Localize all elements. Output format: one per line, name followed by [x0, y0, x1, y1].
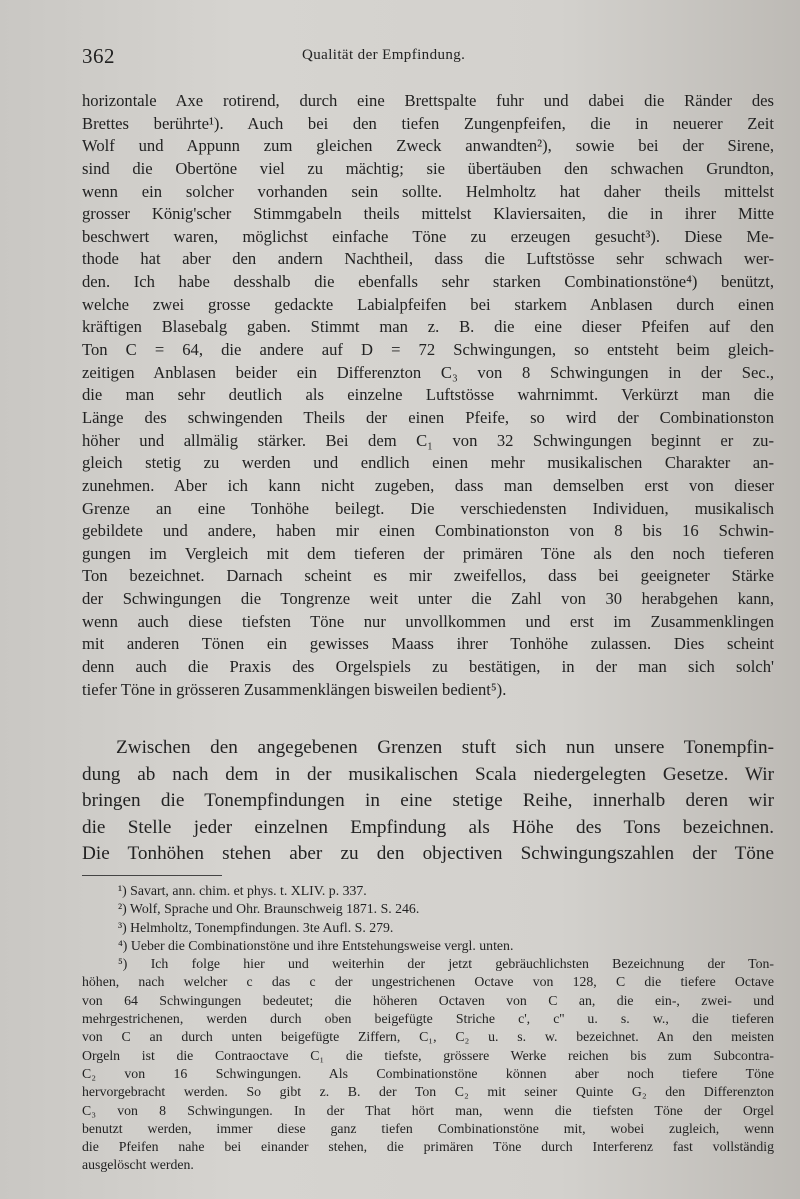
footnote-5-line: Orgeln ist die Contraoctave C₁ die tiefste, grössere Werke reichen bis zum Subcontra- — [82, 1047, 774, 1063]
paragraph-2 — [82, 735, 774, 868]
text-line: mit anderen Tönen ein gewisses Maass ihrer Tonhöhe zulassen. Dies scheint — [82, 634, 774, 654]
footnote-5-line: C₂ von 16 Schwingungen. Als Combinationstöne können aber noch tiefere Töne — [82, 1065, 774, 1081]
text-line: sind die Obertöne viel zu mächtig; sie übertäuben den schwachen Grundton, — [82, 158, 774, 178]
text-line: den. Ich habe desshalb die ebenfalls sehr starken Combinationstöne⁴) benützt, — [82, 272, 774, 292]
text-line: kräftigen Blasebalg gaben. Stimmt man z. B. die eine dieser Pfeifen auf den — [82, 317, 774, 337]
running-head: Qualität der Empfindung. — [302, 47, 466, 63]
footnote-4: ⁴) Ueber die Combinationstöne und ihre Entstehungsweise vergl. unten. — [118, 937, 514, 953]
text-line: gebildete und andere, haben mir einen Combinationston von 8 bis 16 Schwin- — [82, 521, 774, 541]
footnote-5-line: hervorgebracht werden. So gibt z. B. der Ton C₂ mit seiner Quinte G₂ den Differenzton — [82, 1084, 774, 1100]
footnote-1: ¹) Savart, ann. chim. et phys. t. XLIV. p. 337. — [118, 883, 367, 898]
footnote-5-line: höhen, nach welcher c das c der ungestrichenen Octave von 128, C die tiefere Octave — [82, 974, 774, 990]
footnote-divider — [82, 875, 222, 876]
text-line: Ton C = 64, die andere auf D = 72 Schwingungen, so entsteht beim gleich- — [82, 340, 774, 360]
footnote-5-line: ausgelöscht werden. — [82, 1157, 194, 1173]
text-line: höher und allmälig stärker. Bei dem C₁ von 32 Schwingungen beginnt er zu- — [82, 430, 774, 450]
text-line: zunehmen. Aber ich kann nicht zugeben, dass man demselben erst von dieser — [82, 475, 774, 495]
text-line: die Stelle jeder einzelnen Empfindung als Höhe des Tons bezeichnen. — [82, 816, 774, 838]
footnote-2: ²) Wolf, Sprache und Ohr. Braunschweig 1871. S. 246. — [118, 901, 420, 917]
text-line: Ton bezeichnet. Darnach scheint es mir zweifellos, dass bei geeigneter Stärke — [82, 566, 774, 586]
footnote-5-line: benutzt werden, immer diese ganz tiefen Combinationstöne mit, wobei zugleich, wenn — [82, 1120, 774, 1136]
paragraph-1 — [82, 90, 774, 701]
footnote-5-line: mehrgestrichenen, werden durch oben beigefügte Striche c', c'' u. s. w., die tieferen — [82, 1011, 774, 1027]
text-line: thode hat aber den andern Nachtheil, dass die Luftstösse sehr schwach wer- — [82, 249, 774, 269]
text-line: wenn auch diese tiefsten Töne nur unvollkommen und erst im Zusammenklingen — [82, 611, 774, 631]
text-line: horizontale Axe rotirend, durch eine Brettspalte fuhr und dabei die Ränder des — [82, 91, 774, 110]
text-line: gleich stetig zu werden und endlich einen mehr musikalischen Charakter an- — [82, 453, 774, 473]
text-line: Länge des schwingenden Theils der einen Pfeife, so wird der Combinationston — [82, 407, 774, 427]
text-line: gungen im Vergleich mit dem tieferen der primären Töne als den noch tieferen — [82, 543, 774, 563]
text-line: Brettes berührte¹). Auch bei den tiefen Zungenpfeifen, die in neuerer Zeit — [82, 113, 774, 133]
text-line: welche zwei grosse gedackte Labialpfeifen bei starkem Anblasen durch einen — [82, 294, 774, 314]
text-line: die man sehr deutlich als einzelne Luftstösse wahrnimmt. Verkürzt man die — [82, 385, 774, 405]
text-line: tiefer Töne in grösseren Zusammenklängen bisweilen bedient⁵). — [82, 679, 507, 699]
text-line: Die Tonhöhen stehen aber zu den objectiven Schwingungszahlen der Töne — [82, 843, 774, 864]
footnote-5-line: von C an durch unten beigefügte Ziffern, C₁, C₂ u. s. w. bezeichnet. An den meisten — [82, 1029, 774, 1045]
footnote-5-line: die Pfeifen nahe bei einander stehen, die primären Töne durch Interferenz fast vollständig — [82, 1139, 774, 1155]
text-line: bringen die Tonempfindungen in eine stetige Reihe, innerhalb deren wir — [82, 790, 774, 811]
text-line: grosser König'scher Stimmgabeln theils mittelst Klaviersaiten, die in ihrer Mitte — [82, 204, 774, 224]
footnote-5-line: C₃ von 8 Schwingungen. In der That hört man, wenn die tiefsten Töne der Orgel — [82, 1102, 774, 1118]
footnote-3: ³) Helmholtz, Tonempfindungen. 3te Aufl. S. 279. — [118, 919, 394, 935]
page-header — [82, 44, 762, 74]
footnotes — [82, 882, 774, 1175]
text-line: der Schwingungen die Tongrenze weit unter die Zahl von 30 herabgehen kann, — [82, 589, 774, 609]
text-line: denn auch die Praxis des Orgelspiels zu bestätigen, in der man sich solch' — [82, 657, 774, 677]
footnote-5-line: von 64 Schwingungen bedeutet; die höheren Octaven von C an, die ein-, zwei- und — [82, 992, 774, 1008]
text-line: dung ab nach dem in der musikalischen Scala niedergelegten Gesetze. Wir — [82, 763, 774, 785]
text-line: Wolf und Appunn zum gleichen Zweck anwandten²), sowie bei der Sirene, — [82, 136, 774, 156]
footnote-5: ⁵) Ich folge hier und weiterhin der jetzt gebräuchlichsten Bezeichnung der Ton- — [118, 956, 774, 972]
text-line: Grenze an eine Tonhöhe beilegt. Die verschiedensten Individuen, musikalisch — [82, 498, 774, 518]
page-number: 362 — [82, 44, 115, 68]
text-line: beschwert waren, möglichst einfache Töne zu erzeugen gesucht³). Diese Me- — [82, 226, 774, 246]
text-line: Zwischen den angegebenen Grenzen stuft sich nun unsere Tonempfin- — [116, 737, 774, 758]
text-line: wenn ein solcher vorhanden sein sollte. Helmholtz hat daher theils mittelst — [82, 181, 774, 201]
text-line: zeitigen Anblasen beider ein Differenzton C₃ von 8 Schwingungen in der Sec., — [82, 362, 774, 382]
